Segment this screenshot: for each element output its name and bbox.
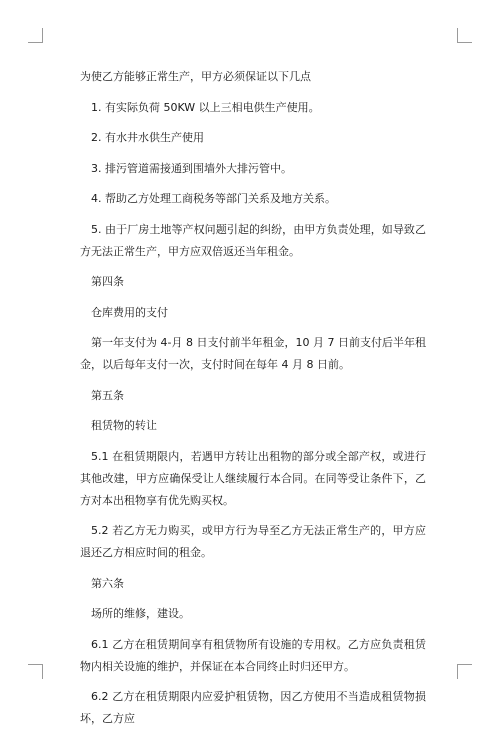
- crop-mark-top-right: [457, 28, 472, 43]
- section-title: 租赁物的转让: [91, 419, 157, 432]
- body-paragraph: 5.1 在租赁期限内，若遇甲方转让出租物的部分或全部产权，或进行其他改建，甲方应确保受让人继续履行本合同。在同等受让条件下，乙方对本出租物享有优先购买权。: [80, 449, 426, 507]
- section-title: 仓库费用的支付: [91, 305, 168, 319]
- crop-mark-bottom-right: [457, 664, 472, 679]
- body-paragraph: 6.1 乙方在租赁期间享有租赁物所有设施的专用权。乙方应负责租赁物内相关设施的维护，并保证在本合同终止时归还甲方。: [80, 637, 426, 673]
- article-heading: 第六条: [91, 576, 124, 590]
- article-heading: 第四条: [91, 275, 124, 288]
- list-item: 4. 帮助乙方处理工商税务等部门关系及地方关系。: [91, 192, 336, 205]
- list-item: 3. 排污管道需接通到围墙外大排污管中。: [91, 161, 292, 175]
- document-body: [80, 66, 426, 739]
- crop-mark-bottom-left: [28, 664, 43, 679]
- body-paragraph: 第一年支付为 4-月 8 日支付前半年租金，10 月 7 日前支付后半年租金，以后每年支付一次，支付时间在每年 4 月 8 日前。: [80, 336, 426, 371]
- section-title: 场所的维修，建设。: [91, 607, 190, 620]
- list-item: 5. 由于厂房土地等产权问题引起的纠纷，由甲方负责处理，如导致乙方无法正常生产，甲方应双倍返还当年租金。: [80, 222, 426, 258]
- article-heading: 第五条: [91, 388, 124, 402]
- body-paragraph: 6.2 乙方在租赁期限内应爱护租赁物，因乙方使用不当造成租赁物损坏，乙方应: [80, 690, 426, 725]
- body-paragraph: 5.2 若乙方无力购买，或甲方行为导至乙方无法正常生产的，甲方应退还乙方相应时间的租金。: [80, 524, 426, 559]
- list-item: 1. 有实际负荷 50KW 以上三相电供生产使用。: [91, 100, 320, 114]
- intro-paragraph: 为使乙方能够正常生产，甲方必须保证以下几点: [80, 70, 311, 83]
- crop-mark-top-left: [28, 28, 43, 43]
- list-item: 2. 有水井水供生产使用: [91, 131, 204, 144]
